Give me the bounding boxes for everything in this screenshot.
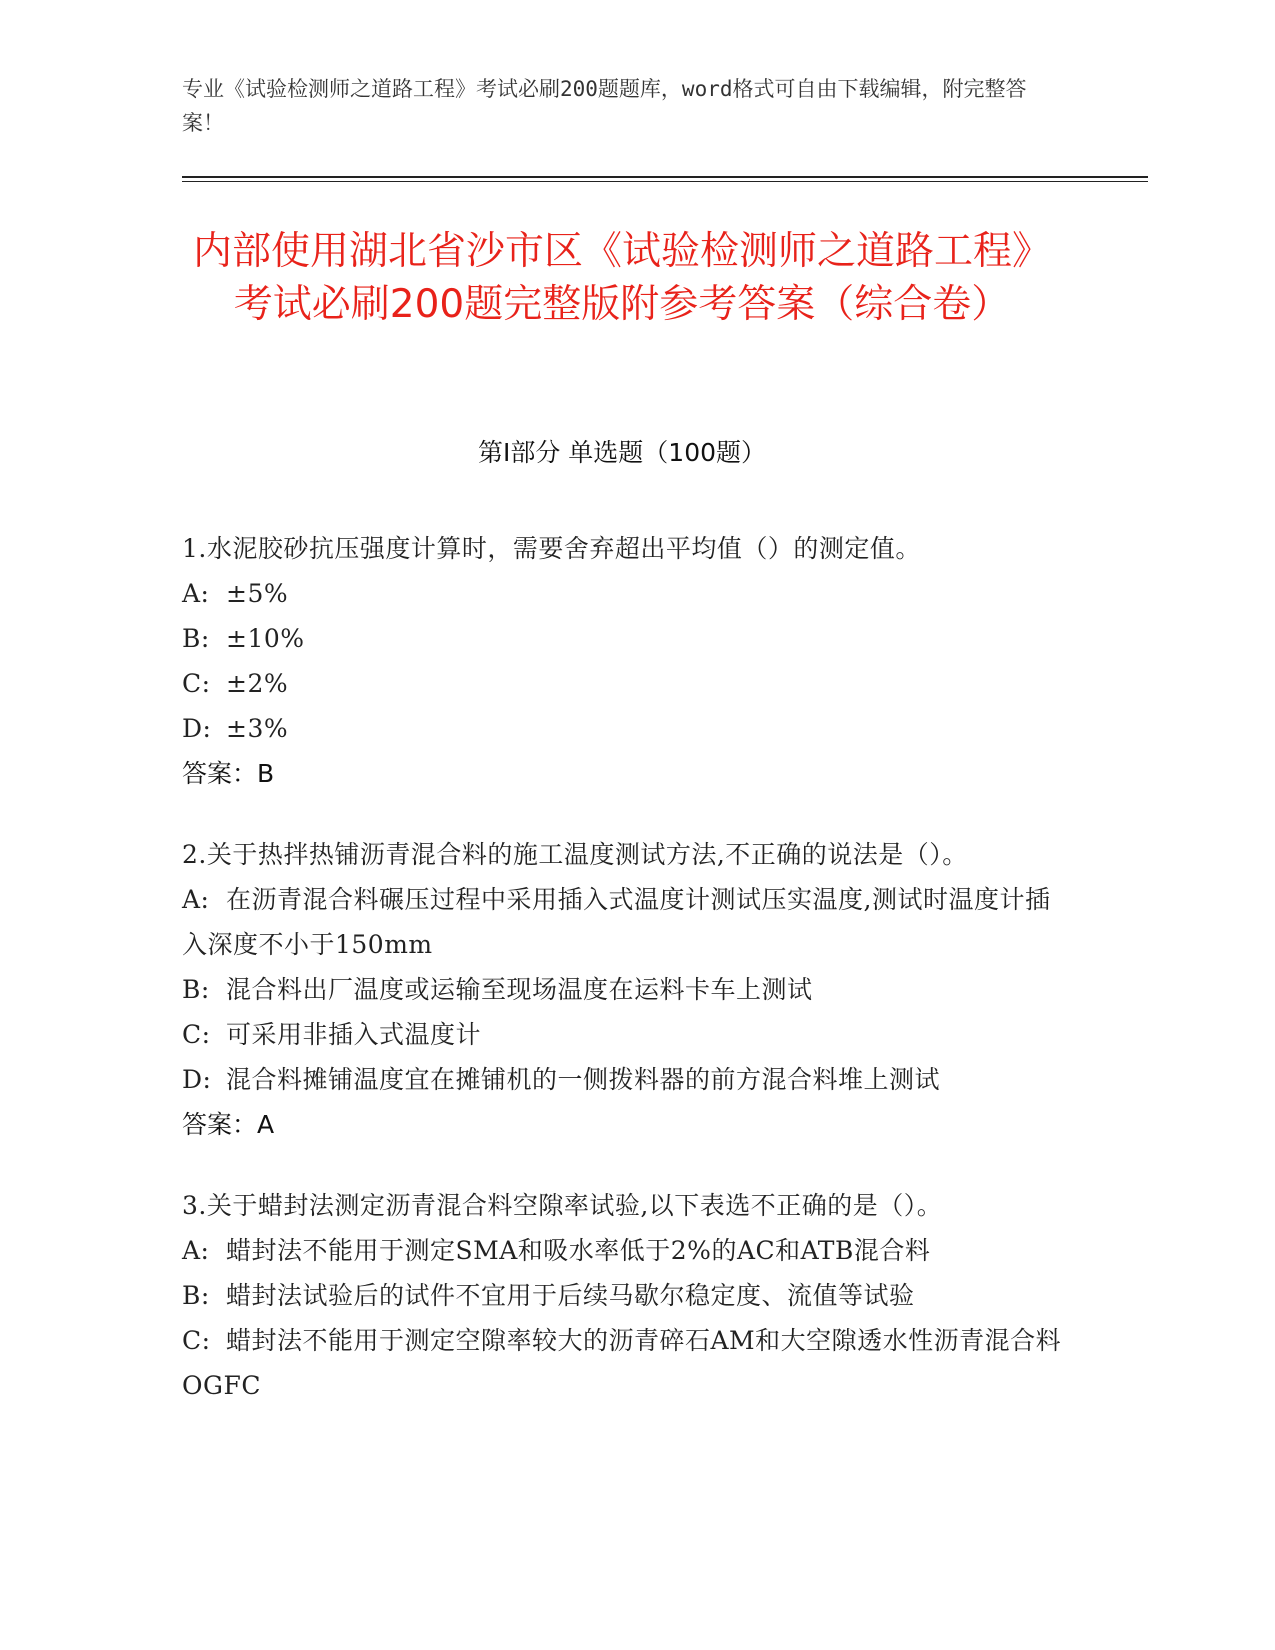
option-key: B: [182, 624, 210, 653]
option-key: C: [182, 1326, 211, 1355]
option-text: 可采用非插入式温度计 [226, 1020, 482, 1049]
option-key: D: [182, 714, 212, 743]
option-text: 混合料出厂温度或运输至现场温度在运料卡车上测试 [226, 975, 813, 1004]
option-c [182, 661, 1062, 706]
option-key: A: [182, 1236, 210, 1265]
option-key: B: [182, 1281, 210, 1310]
option-b [182, 967, 1062, 1012]
answer-line [182, 751, 1062, 796]
option-a [182, 1228, 1062, 1273]
option-a [182, 571, 1062, 616]
header-note: 专业《试验检测师之道路工程》考试必刷200题题库，word格式可自由下载编辑，附完整答案！ [182, 77, 1027, 135]
question-list [182, 526, 1062, 1444]
question-text: 2.关于热拌热铺沥青混合料的施工温度测试方法,不正确的说法是（）。 [182, 840, 968, 869]
part-heading: 第I部分 单选题（100题） [477, 438, 767, 467]
question-text: 3.关于蜡封法测定沥青混合料空隙率试验,以下表选不正确的是（）。 [182, 1191, 943, 1220]
option-text: 蜡封法不能用于测定空隙率较大的沥青碎石AM和大空隙透水性沥青混合料OGFC [182, 1326, 1062, 1400]
option-text: ±10% [226, 624, 305, 653]
option-key: A: [182, 885, 210, 914]
option-key: A: [182, 579, 210, 608]
option-text: ±5% [226, 579, 289, 608]
answer-value: A [257, 1110, 275, 1139]
option-b [182, 1273, 1062, 1318]
option-text: ±2% [226, 669, 289, 698]
option-text: 蜡封法试验后的试件不宜用于后续马歇尔稳定度、流值等试验 [226, 1281, 915, 1310]
header-rule-thin [182, 181, 1148, 182]
question-1 [182, 526, 1062, 796]
option-d [182, 706, 1062, 751]
document-title: 内部使用湖北省沙市区《试验检测师之道路工程》考试必刷200题完整版附参考答案（综合卷） [192, 229, 1051, 327]
answer-label: 答案： [182, 1110, 258, 1139]
answer-value: B [257, 759, 275, 788]
question-3 [182, 1183, 1062, 1408]
header-rule-thick [182, 176, 1148, 178]
option-text: 蜡封法不能用于测定SMA和吸水率低于2%的AC和ATB混合料 [226, 1236, 931, 1265]
option-d [182, 1057, 1062, 1102]
answer-label: 答案： [182, 759, 258, 788]
answer-line [182, 1102, 1062, 1147]
option-key: C: [182, 669, 211, 698]
option-c [182, 1318, 1062, 1408]
option-text: ±3% [226, 714, 289, 743]
option-key: D: [182, 1065, 212, 1094]
option-b [182, 616, 1062, 661]
option-key: C: [182, 1020, 211, 1049]
option-a [182, 877, 1062, 967]
option-text: 混合料摊铺温度宜在摊铺机的一侧拨料器的前方混合料堆上测试 [226, 1065, 941, 1094]
question-text: 1.水泥胶砂抗压强度计算时，需要舍弃超出平均值（）的测定值。 [182, 534, 921, 563]
option-key: B: [182, 975, 210, 1004]
option-c [182, 1012, 1062, 1057]
question-2 [182, 832, 1062, 1147]
option-text: 在沥青混合料碾压过程中采用插入式温度计测试压实温度,测试时温度计插入深度不小于150mm [182, 885, 1051, 959]
